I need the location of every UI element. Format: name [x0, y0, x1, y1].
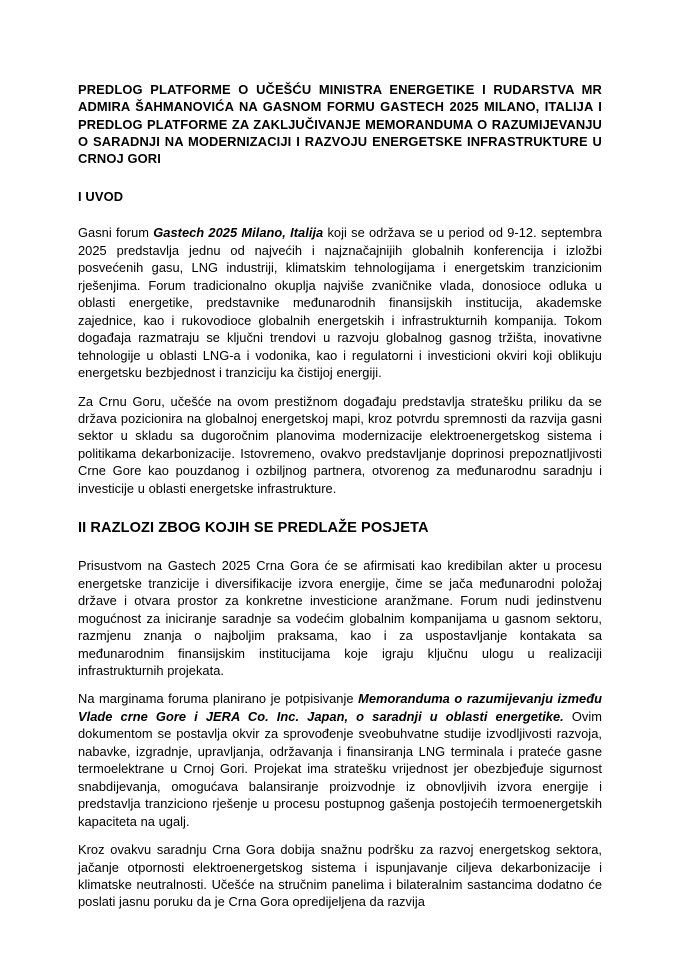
- paragraph-reasons-2-lead: Na marginama foruma planirano je potpisivanje: [78, 691, 359, 707]
- paragraph-intro-2: Za Crnu Goru, učešće na ovom prestižnom događaju predstavlja stratešku priliku da se država pozicionira na globalnoj energetskoj mapi, kroz potvrdu spremnosti da razvija gasni sektor u skladu sa dugoročnim planovima modernizacije elektroenergetskog sistema i politikama dekarbonizacije. Istovremeno, ovakvo predstavljanje doprinosi prepoznatljivosti Crne Gore kao pouzdanog i ozbiljnog partnera, otvorenog za međunarodnu saradnju i investicije u oblasti energetske infrastrukture.: [78, 393, 602, 496]
- paragraph-reasons-3: Kroz ovakvu saradnju Crna Gora dobija snažnu podršku za razvoj energetskog sektora, jačanje otpornosti elektroenergetskog sistema i ispunjavanje ciljeva dekarbonizacije i klimatske neutralnosti. Učešće na stručnim panelima i bilateralnim sastancima dodatno će poslati jasnu poruku da je Crna Gora opredijeljena da razvija: [78, 842, 602, 910]
- document-body: [78, 81, 602, 911]
- emphasis-memorandum-jera: Memoranduma o razumijevanju između Vlade crne Gore i JERA Co. Inc. Japan, o saradnji u oblasti energetike.: [78, 691, 602, 724]
- paragraph-intro-1-lead: Gasni forum: [78, 225, 154, 241]
- section-heading-razlozi: II RAZLOZI ZBOG KOJIH SE PREDLAŽE POSJETA: [78, 520, 429, 537]
- paragraph-intro-1: [78, 224, 602, 381]
- paragraph-reasons-2-rest: Ovim dokumentom se postavlja okvir za sprovođenje sveobuhvatne studije izvodljivosti razvoja, nabavke, izgradnje, upravljanja, održavanja i finansiranja LNG terminala i prateće gasne termoelektrane u Crnoj Gori. Projekat ima stratešku vrijednost jer obezbjeđuje sigurnost snabdijevanja, omogućava balansiranje proizvodnje iz obnovljivih izvora energije i predstavlja tranziciono rješenje u procesu postupnog gašenja postojećih termoenergetskih kapaciteta na ugalj.: [78, 708, 602, 829]
- paragraph-reasons-1: Prisustvom na Gastech 2025 Crna Gora će se afirmisati kao kredibilan akter u procesu energetske tranzicije i diversifikacije izvora energije, čime se jača međunarodni položaj države i otvara prostor za konkretne investicione aranžmane. Forum nudi jedinstvenu mogućnost za iniciranje saradnje sa vodećim globalnim kompanijama u gasnom sektoru, razmjenu znanja o najboljim praksama, kao i za uspostavljanje kontakata sa međunarodnim finansijskim institucijama koje igraju ključnu ulogu u realizaciji infrastrukturnih projekata.: [78, 558, 602, 678]
- page-title: PREDLOG PLATFORME O UČEŠĆU MINISTRA ENERGETIKE I RUDARSTVA MR ADMIRA ŠAHMANOVIĆA NA GASNOM FORMU GASTECH 2025 MILANO, ITALIJA I PREDLOG PLATFORME ZA ZAKLJUČIVANJE MEMORANDUMA O RAZUMIJEVANJU O SARADNJI NA MODERNIZACIJI I RAZVOJU ENERGETSKE INFRASTRUKTURE U CRNOJ GORI: [78, 82, 602, 167]
- paragraph-intro-1-rest: koji se održava se u period od 9-12. septembra 2025 predstavlja jednu od najvećih i najznačajnijih globalnih konferencija i izložbi posvećenih gasu, LNG industriji, klimatskim tehnologijama i energetskim tranzicionim rješenjima. Forum tradicionalno okuplja najviše zvaničnike vlada, donosioce odluka u oblasti energetike, predstavnike međunarodnih finansijskih institucija, akademske zajednice, kao i rukovodioce globalnih energetskih i infrastrukturnih kompanija. Tokom događaja razmatraju se ključni trendovi u razvoju globalnog gasnog tržišta, inovativne tehnologije u oblasti LNG-a i vodonika, kao i regulatorni i investicioni okviri koji oblikuju energetsku bezbjednost i tranziciju ka čistijoj energiji.: [78, 225, 602, 381]
- section-heading-uvod: I UVOD: [78, 189, 124, 205]
- emphasis-gastech-milano: Gastech 2025 Milano, Italija: [153, 225, 324, 241]
- paragraph-reasons-2: [78, 690, 602, 830]
